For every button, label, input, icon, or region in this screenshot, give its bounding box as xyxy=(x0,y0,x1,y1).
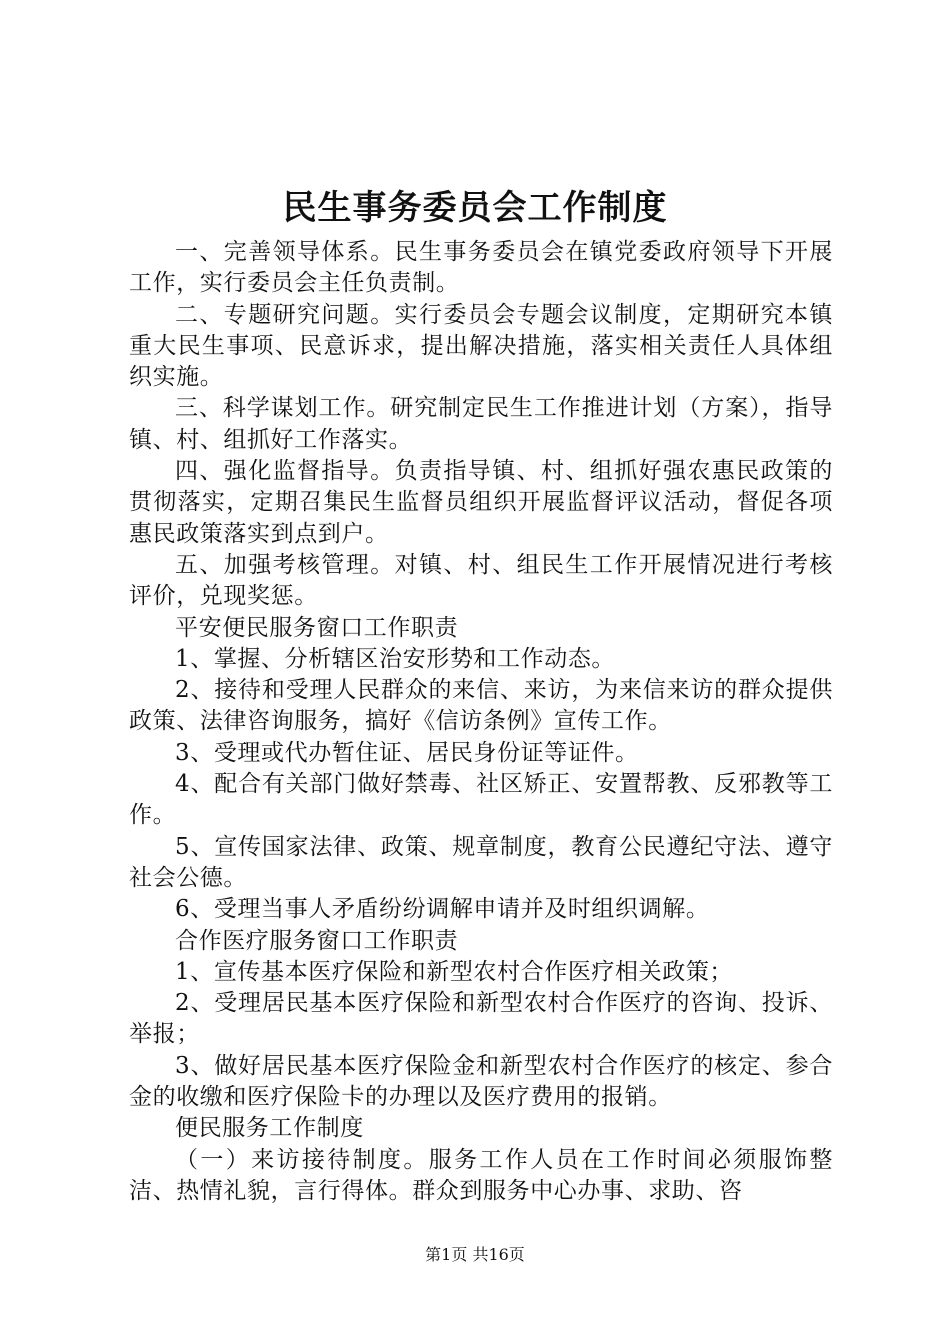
paragraph: 二、专题研究问题。实行委员会专题会议制度，定期研究本镇重大民生事项、民意诉求，提出解决措施，落实相关责任人具体组织实施。 xyxy=(129,301,833,391)
paragraph: 1、宣传基本医疗保险和新型农村合作医疗相关政策； xyxy=(175,958,734,985)
paragraph: 2、受理居民基本医疗保险和新型农村合作医疗的咨询、投诉、举报； xyxy=(129,990,833,1048)
paragraph: 一、完善领导体系。民生事务委员会在镇党委政府领导下开展工作，实行委员会主任负责制。 xyxy=(129,239,833,297)
paragraph: 4、配合有关部门做好禁毒、社区矫正、安置帮教、反邪教等工作。 xyxy=(129,771,833,829)
paragraph: 3、受理或代办暂住证、居民身份证等证件。 xyxy=(175,739,639,766)
document-body xyxy=(129,237,833,1207)
section-heading: 合作医疗服务窗口工作职责 xyxy=(175,927,459,954)
paragraph: 五、加强考核管理。对镇、村、组民生工作开展情况进行考核评价，兑现奖惩。 xyxy=(129,551,833,610)
paragraph: 1、掌握、分析辖区治安形势和工作动态。 xyxy=(175,645,616,672)
paragraph: 2、接待和受理人民群众的来信、来访，为来信来访的群众提供政策、法律咨询服务，搞好《信访条例》宣传工作。 xyxy=(129,677,833,735)
paragraph: 5、宣传国家法律、政策、规章制度，教育公民遵纪守法、遵守社会公德。 xyxy=(129,833,833,891)
page-title: 民生事务委员会工作制度 xyxy=(282,188,668,228)
paragraph: 三、科学谋划工作。研究制定民生工作推进计划（方案），指导镇、村、组抓好工作落实。 xyxy=(129,395,833,453)
section-heading: 平安便民服务窗口工作职责 xyxy=(175,614,459,641)
paragraph: 四、强化监督指导。负责指导镇、村、组抓好强农惠民政策的贯彻落实，定期召集民生监督员组织开展监督评议活动，督促各项惠民政策落实到点到户。 xyxy=(129,458,833,547)
page-footer: 第1页 共16页 xyxy=(425,1245,525,1264)
section-heading: 便民服务工作制度 xyxy=(175,1115,364,1142)
paragraph: （一）来访接待制度。服务工作人员在工作时间必须服饰整洁、热情礼貌，言行得体。群众到服务中心办事、求助、咨 xyxy=(129,1146,833,1204)
paragraph: 3、做好居民基本医疗保险金和新型农村合作医疗的核定、参合金的收缴和医疗保险卡的办理以及医疗费用的报销。 xyxy=(129,1052,833,1111)
paragraph: 6、受理当事人矛盾纷纷调解申请并及时组织调解。 xyxy=(175,896,710,923)
